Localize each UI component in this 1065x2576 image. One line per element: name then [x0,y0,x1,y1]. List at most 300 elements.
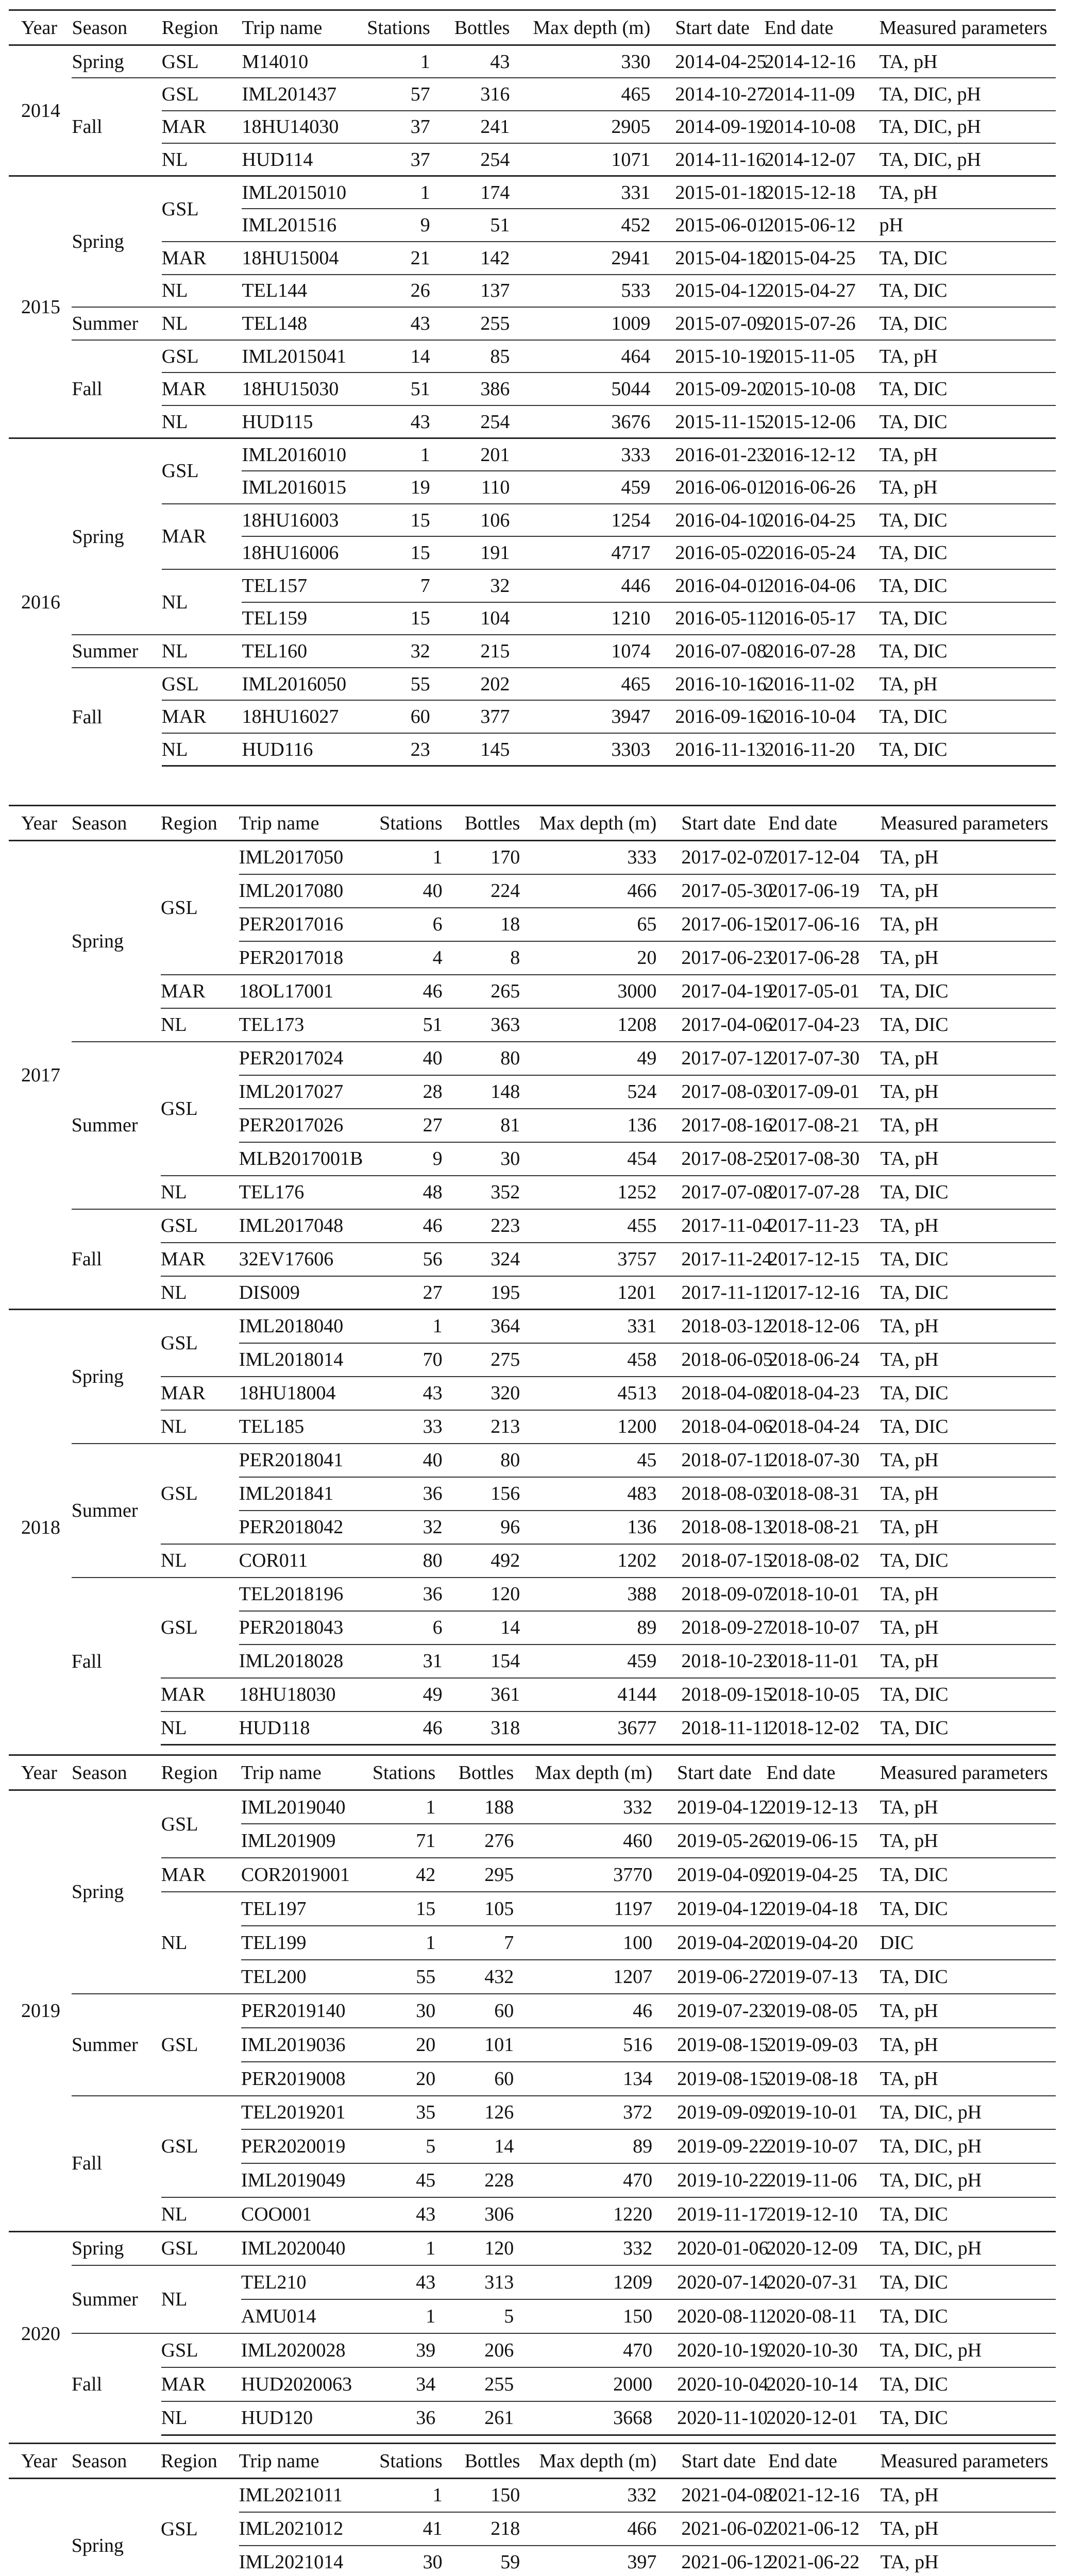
stations-cell: 1 [367,2299,435,2333]
bottles-cell: 188 [484,1796,514,1818]
year-cell: 2019 [21,1999,60,2022]
stations-cell: 80 [360,1544,443,1578]
trip-name-cell: IML2016010 [242,438,365,471]
bottles-cell: 316 [430,78,510,111]
table-row [9,2096,1056,2130]
measured-parameters-cell: TA, pH [880,1824,1056,1858]
max-depth-cell: 3000 [520,975,656,1008]
table-row [9,1544,1056,1578]
measured-parameters-cell: TA, DIC [880,1960,1056,1994]
stations-cell: 35 [367,2096,435,2130]
table-row [9,1444,1056,1477]
table-header [9,2444,1056,2479]
bottles-cell: 255 [430,307,510,340]
region-cell: GSL [161,2096,241,2198]
region-cell: GSL [161,2333,241,2367]
stations-cell: 20 [367,2028,435,2062]
bottles-cell: 306 [435,2197,514,2231]
trip-name-cell: IML2019040 [241,1796,346,1818]
trip-name-cell: PER2018041 [239,1444,360,1477]
max-depth-cell: 4513 [520,1377,656,1410]
stations-cell: 32 [365,635,430,668]
table-header [9,1755,1056,1790]
end-date-cell: 2015-06-12 [764,209,879,242]
end-date-cell: 2017-12-04 [768,846,860,869]
trip-name-cell: IML2018014 [239,1343,360,1377]
measured-parameters-cell: TA, DIC [879,536,1056,569]
region-cell: NL [161,2197,241,2231]
max-depth-cell: 464 [510,340,650,373]
max-depth-cell: 1201 [520,1276,656,1310]
measured-parameters-cell: TA, DIC, pH [879,78,1056,111]
region-cell: NL [161,1410,239,1444]
stations-cell: 1 [432,2484,443,2506]
table-row [9,1310,1056,1343]
header-row [9,1755,1056,1790]
max-depth-cell: 3770 [514,1858,652,1892]
max-depth-cell: 332 [627,2484,657,2506]
stations-cell: 71 [367,1824,435,1858]
end-date-cell: 2019-10-01 [766,2096,880,2130]
end-date-cell: 2018-06-24 [768,1343,881,1377]
column-header-year: Year [9,806,72,841]
bottles-cell: 110 [430,471,510,504]
end-date-cell: 2019-10-07 [766,2129,880,2163]
bottles-cell: 255 [435,2367,514,2401]
season-cell: Summer [72,1994,161,2096]
trip-name-cell: M14010 [242,50,309,73]
start-date-cell: 2020-11-10 [652,2401,766,2435]
table-row [9,635,1056,668]
trip-name-cell: TEL210 [241,2265,367,2299]
measured-parameters-cell: TA, pH [879,668,1056,701]
trip-name-cell: IML2020040 [241,2231,367,2265]
max-depth-cell: 459 [520,1645,656,1678]
measured-parameters-cell: TA, pH [881,1142,1056,1176]
max-depth-cell: 1208 [520,1008,656,1042]
trip-name-cell: DIS009 [239,1276,360,1310]
stations-cell: 1 [367,1926,435,1960]
table-row [9,1892,1056,1926]
bottles-cell: 254 [430,405,510,438]
max-depth-cell: 3303 [510,733,650,766]
trip-name-cell: 18HU18030 [239,1678,360,1711]
start-date-cell: 2017-07-12 [656,1042,768,1075]
table-body [9,2479,1056,2576]
end-date-cell: 2017-09-01 [768,1075,881,1109]
max-depth-cell: 5044 [510,372,650,405]
region-cell: GSL [161,1042,239,1176]
bottles-cell: 30 [443,1142,520,1176]
trip-name-cell: COO001 [241,2197,367,2231]
start-date-cell: 2016-05-11 [650,602,764,635]
bottles-cell: 51 [430,209,510,242]
end-date-cell: 2018-12-02 [768,1711,881,1745]
bottles-cell: 265 [443,975,520,1008]
max-depth-cell: 1207 [514,1960,652,1994]
measured-parameters-cell: TA, DIC, pH [880,2163,1056,2197]
trip-name-cell: IML2021011 [239,2484,343,2506]
season-cell: Fall [72,1209,161,1310]
end-date-cell: 2017-06-16 [768,908,881,941]
stations-cell: 51 [360,1008,443,1042]
stations-cell: 27 [360,1109,443,1142]
end-date-cell: 2017-12-16 [768,1276,881,1310]
column-header-region: Region [161,2444,239,2479]
max-depth-cell: 332 [514,2231,652,2265]
max-depth-cell: 49 [520,1042,656,1075]
bottles-cell: 218 [443,2512,520,2546]
column-header-max-depth: Max depth (m) [520,806,656,841]
end-date-cell: 2016-06-26 [764,471,879,504]
measured-parameters-cell: TA, pH [880,1994,1056,2028]
end-date-cell: 2020-12-09 [766,2231,880,2265]
start-date-cell: 2014-04-25 [675,50,767,73]
end-date-cell: 2015-12-06 [764,405,879,438]
measured-parameters-cell: TA, DIC [881,975,1056,1008]
region-cell: NL [162,143,242,176]
bottles-cell: 142 [430,242,510,275]
stations-cell: 39 [367,2333,435,2367]
region-cell: GSL [162,176,242,242]
start-date-cell: 2017-07-08 [656,1176,768,1209]
bottles-cell: 254 [430,143,510,176]
end-date-cell: 2020-07-31 [766,2265,880,2299]
trip-name-cell: TEL173 [239,1008,360,1042]
region-cell: NL [161,1276,239,1310]
column-header-trip-name: Trip name [242,10,365,45]
end-date-cell: 2015-12-18 [764,176,879,209]
stations-cell: 56 [360,1243,443,1276]
year-cell [9,2479,72,2576]
measured-parameters-cell: TA, DIC [879,275,1056,308]
season-cell: Fall [72,2333,161,2435]
trip-name-cell: 18OL17001 [239,975,360,1008]
table-row [9,1209,1056,1243]
max-depth-cell: 459 [510,471,650,504]
column-header-region: Region [162,10,242,45]
end-date-cell: 2017-11-23 [768,1209,881,1243]
season-cell: Fall [72,668,161,766]
region-cell: MAR [162,372,242,405]
max-depth-cell: 1209 [514,2265,652,2299]
measured-parameters-cell: TA, DIC [881,1377,1056,1410]
bottles-cell: 201 [430,438,510,471]
column-header-start-date: Start date [656,2444,768,2479]
table-row [9,1243,1056,1276]
measured-parameters-cell: TA, pH [881,1209,1056,1243]
start-date-cell: 2019-04-12 [677,1796,769,1818]
table-row [9,1858,1056,1892]
bottles-cell: 174 [430,176,510,209]
trip-name-cell: HUD2020063 [241,2367,367,2401]
stations-cell: 48 [360,1176,443,1209]
table-row [9,1176,1056,1209]
region-cell: NL [161,2265,241,2333]
bottles-cell: 145 [430,733,510,766]
table-row [9,143,1056,176]
start-date-cell: 2016-11-13 [650,733,764,766]
end-date-cell: 2014-10-08 [764,111,879,144]
measured-parameters-cell: TA, pH [881,941,1056,975]
table-row [9,1994,1056,2028]
trip-name-cell: IML2016050 [242,668,365,701]
bottles-cell: 224 [443,874,520,908]
end-date-cell: 2020-10-30 [766,2333,880,2367]
column-header-max-depth: Max depth (m) [520,2444,656,2479]
measured-parameters-cell: TA, DIC [881,1544,1056,1578]
measured-parameters-cell: TA, pH [880,2028,1056,2062]
max-depth-cell: 332 [623,1796,653,1818]
column-header-bottles: Bottles [443,2444,520,2479]
measured-parameters-cell: TA, DIC [879,569,1056,602]
table-row [9,1711,1056,1745]
max-depth-cell: 458 [520,1343,656,1377]
region-cell: MAR [161,1377,239,1410]
stations-cell: 1 [420,50,430,73]
trip-name-cell: IML201841 [239,1477,360,1511]
measured-parameters-cell: TA, pH [881,1645,1056,1678]
table-row [9,1042,1056,1075]
max-depth-cell: 65 [520,908,656,941]
bottles-cell: 206 [435,2333,514,2367]
bottles-cell: 104 [430,602,510,635]
end-date-cell: 2021-06-12 [768,2512,881,2546]
measured-parameters-cell: TA, pH [881,1310,1056,1343]
stations-cell: 6 [360,908,443,941]
measured-parameters-cell: TA, pH [881,2512,1056,2546]
stations-cell: 20 [367,2062,435,2096]
bottles-cell: 120 [443,1578,520,1611]
column-header-max-depth: Max depth (m) [510,10,650,45]
measured-parameters-cell: TA, DIC, pH [879,143,1056,176]
end-date-cell: 2021-06-22 [768,2546,881,2576]
bottles-cell: 5 [435,2299,514,2333]
max-depth-cell: 470 [514,2163,652,2197]
region-cell: NL [162,733,242,766]
stations-cell: 9 [365,209,430,242]
measured-parameters-cell: TA, pH [881,1511,1056,1544]
season-cell: Summer [72,1042,161,1209]
column-header-end-date: End date [768,806,881,841]
region-cell: MAR [162,700,242,733]
table-row [9,111,1056,144]
start-date-cell: 2020-10-19 [652,2333,766,2367]
measured-parameters-cell: TA, DIC [880,2367,1056,2401]
start-date-cell: 2019-04-09 [652,1858,766,1892]
table-row [9,242,1056,275]
column-header-bottles: Bottles [443,806,520,841]
table-row [9,275,1056,308]
end-date-cell: 2018-07-30 [768,1444,881,1477]
region-cell: MAR [161,1858,241,1892]
bottles-cell: 492 [443,1544,520,1578]
max-depth-cell: 2941 [510,242,650,275]
season-cell: Spring [72,1881,124,1903]
end-date-cell: 2017-06-28 [768,941,881,975]
start-date-cell: 2015-04-18 [650,242,764,275]
bottles-cell: 320 [443,1377,520,1410]
stations-cell: 5 [367,2129,435,2163]
measured-parameters-cell: TA, DIC [881,1176,1056,1209]
trip-name-cell: 18HU15004 [242,242,365,275]
start-date-cell: 2017-11-11 [656,1276,768,1310]
end-date-cell: 2015-04-25 [764,242,879,275]
bottles-cell: 295 [435,1858,514,1892]
season-cell: Fall [72,1578,161,1745]
end-date-cell: 2021-12-16 [768,2484,860,2506]
stations-cell: 4 [360,941,443,975]
start-date-cell: 2017-11-24 [656,1243,768,1276]
trip-name-cell: IML201909 [241,1824,367,1858]
max-depth-cell: 330 [621,50,651,73]
column-header-season: Season [72,2444,161,2479]
column-header-trip-name: Trip name [239,2444,360,2479]
max-depth-cell: 1210 [510,602,650,635]
end-date-cell: 2019-04-20 [766,1926,880,1960]
start-date-cell: 2019-05-26 [652,1824,766,1858]
column-header-stations: Stations [360,806,443,841]
start-date-cell: 2019-10-22 [652,2163,766,2197]
season-cell: Summer [72,635,161,668]
table-row [9,569,1056,602]
stations-cell: 15 [365,504,430,537]
end-date-cell: 2019-11-06 [766,2163,880,2197]
start-date-cell: 2017-08-03 [656,1075,768,1109]
trip-name-cell: PER2017026 [239,1109,360,1142]
end-date-cell: 2019-04-18 [766,1892,880,1926]
region-cell: MAR [161,1678,239,1711]
stations-cell: 1 [426,1796,436,1818]
start-date-cell: 2018-08-13 [656,1511,768,1544]
stations-cell: 15 [365,602,430,635]
table-row [9,1377,1056,1410]
measured-parameters-cell: TA, pH [881,1477,1056,1511]
table-row [9,45,1056,78]
max-depth-cell: 4717 [510,536,650,569]
trip-name-cell: IML201437 [242,78,365,111]
region-cell: NL [161,1711,239,1745]
trip-name-cell: HUD118 [239,1711,360,1745]
trip-name-cell: IML2017027 [239,1075,360,1109]
trip-name-cell: TEL159 [242,602,365,635]
bottles-cell: 318 [443,1711,520,1745]
measured-parameters-cell: TA, pH [879,471,1056,504]
start-date-cell: 2015-01-18 [650,176,764,209]
measured-parameters-cell: TA, pH [881,874,1056,908]
column-header-region: Region [161,806,239,841]
end-date-cell: 2016-10-04 [764,700,879,733]
max-depth-cell: 460 [514,1824,652,1858]
stations-cell: 23 [365,733,430,766]
start-date-cell: 2016-05-02 [650,536,764,569]
table-row [9,340,1056,373]
column-header-start-date: Start date [656,806,768,841]
bottles-cell: 80 [443,1444,520,1477]
table-row [9,2231,1056,2265]
trip-name-cell: IML2015010 [242,176,365,209]
region-cell: GSL [161,1310,239,1377]
stations-cell: 41 [360,2512,443,2546]
end-date-cell: 2014-12-16 [764,50,856,73]
table-row [9,438,1056,471]
start-date-cell: 2019-08-15 [652,2028,766,2062]
start-date-cell: 2018-07-15 [656,1544,768,1578]
start-date-cell: 2016-04-01 [650,569,764,602]
stations-cell: 36 [360,1578,443,1611]
year-cell: 2018 [9,1310,72,1745]
start-date-cell: 2015-04-12 [650,275,764,308]
region-cell: NL [162,635,242,668]
column-header-trip-name: Trip name [239,806,360,841]
end-date-cell: 2015-10-08 [764,372,879,405]
start-date-cell: 2018-09-15 [656,1678,768,1711]
trip-name-cell: IML2018028 [239,1645,360,1678]
season-cell: Summer [72,2265,161,2333]
start-date-cell: 2016-06-01 [650,471,764,504]
bottles-cell: 377 [430,700,510,733]
trip-name-cell: PER2019008 [241,2062,367,2096]
start-date-cell: 2017-06-15 [656,908,768,941]
max-depth-cell: 1074 [510,635,650,668]
max-depth-cell: 372 [514,2096,652,2130]
measured-parameters-cell: TA, DIC, pH [879,111,1056,144]
end-date-cell: 2014-11-09 [764,78,879,111]
start-date-cell: 2014-09-19 [650,111,764,144]
stations-cell: 46 [360,1711,443,1745]
bottles-cell: 7 [435,1926,514,1960]
stations-cell: 30 [367,1994,435,2028]
bottles-cell: 14 [443,1611,520,1645]
year-cell: 2016 [9,438,72,766]
max-depth-cell: 483 [520,1477,656,1511]
bottles-cell: 14 [435,2129,514,2163]
max-depth-cell: 134 [514,2062,652,2096]
measured-parameters-cell: TA, DIC [881,1276,1056,1310]
table-header [9,10,1056,45]
max-depth-cell: 1197 [514,1892,652,1926]
bottles-cell: 81 [443,1109,520,1142]
bottles-cell: 313 [435,2265,514,2299]
trip-name-cell: COR011 [239,1544,360,1578]
trip-name-cell: IML2021012 [239,2512,360,2546]
start-date-cell: 2019-09-09 [652,2096,766,2130]
measured-parameters-cell: TA, DIC [880,2401,1056,2435]
table-row [9,668,1056,701]
bottles-cell: 195 [443,1276,520,1310]
end-date-cell: 2016-05-24 [764,536,879,569]
trip-name-cell: PER2018042 [239,1511,360,1544]
stations-cell: 1 [365,438,430,471]
bottles-cell: 324 [443,1243,520,1276]
start-date-cell: 2020-01-06 [652,2231,766,2265]
bottles-cell: 275 [443,1343,520,1377]
trip-name-cell: HUD120 [241,2401,367,2435]
start-date-cell: 2019-11-17 [652,2197,766,2231]
bottles-cell: 105 [435,1892,514,1926]
stations-cell: 1 [365,176,430,209]
measured-parameters-cell: TA, pH [881,908,1056,941]
max-depth-cell: 89 [520,1611,656,1645]
bottles-cell: 191 [430,536,510,569]
start-date-cell: 2018-03-12 [656,1310,768,1343]
end-date-cell: 2018-04-23 [768,1377,881,1410]
measured-parameters-cell: TA, DIC [880,2197,1056,2231]
max-depth-cell: 100 [514,1926,652,1960]
stations-cell: 6 [360,1611,443,1645]
max-depth-cell: 533 [510,275,650,308]
measured-parameters-cell: TA, DIC, pH [880,2096,1056,2130]
